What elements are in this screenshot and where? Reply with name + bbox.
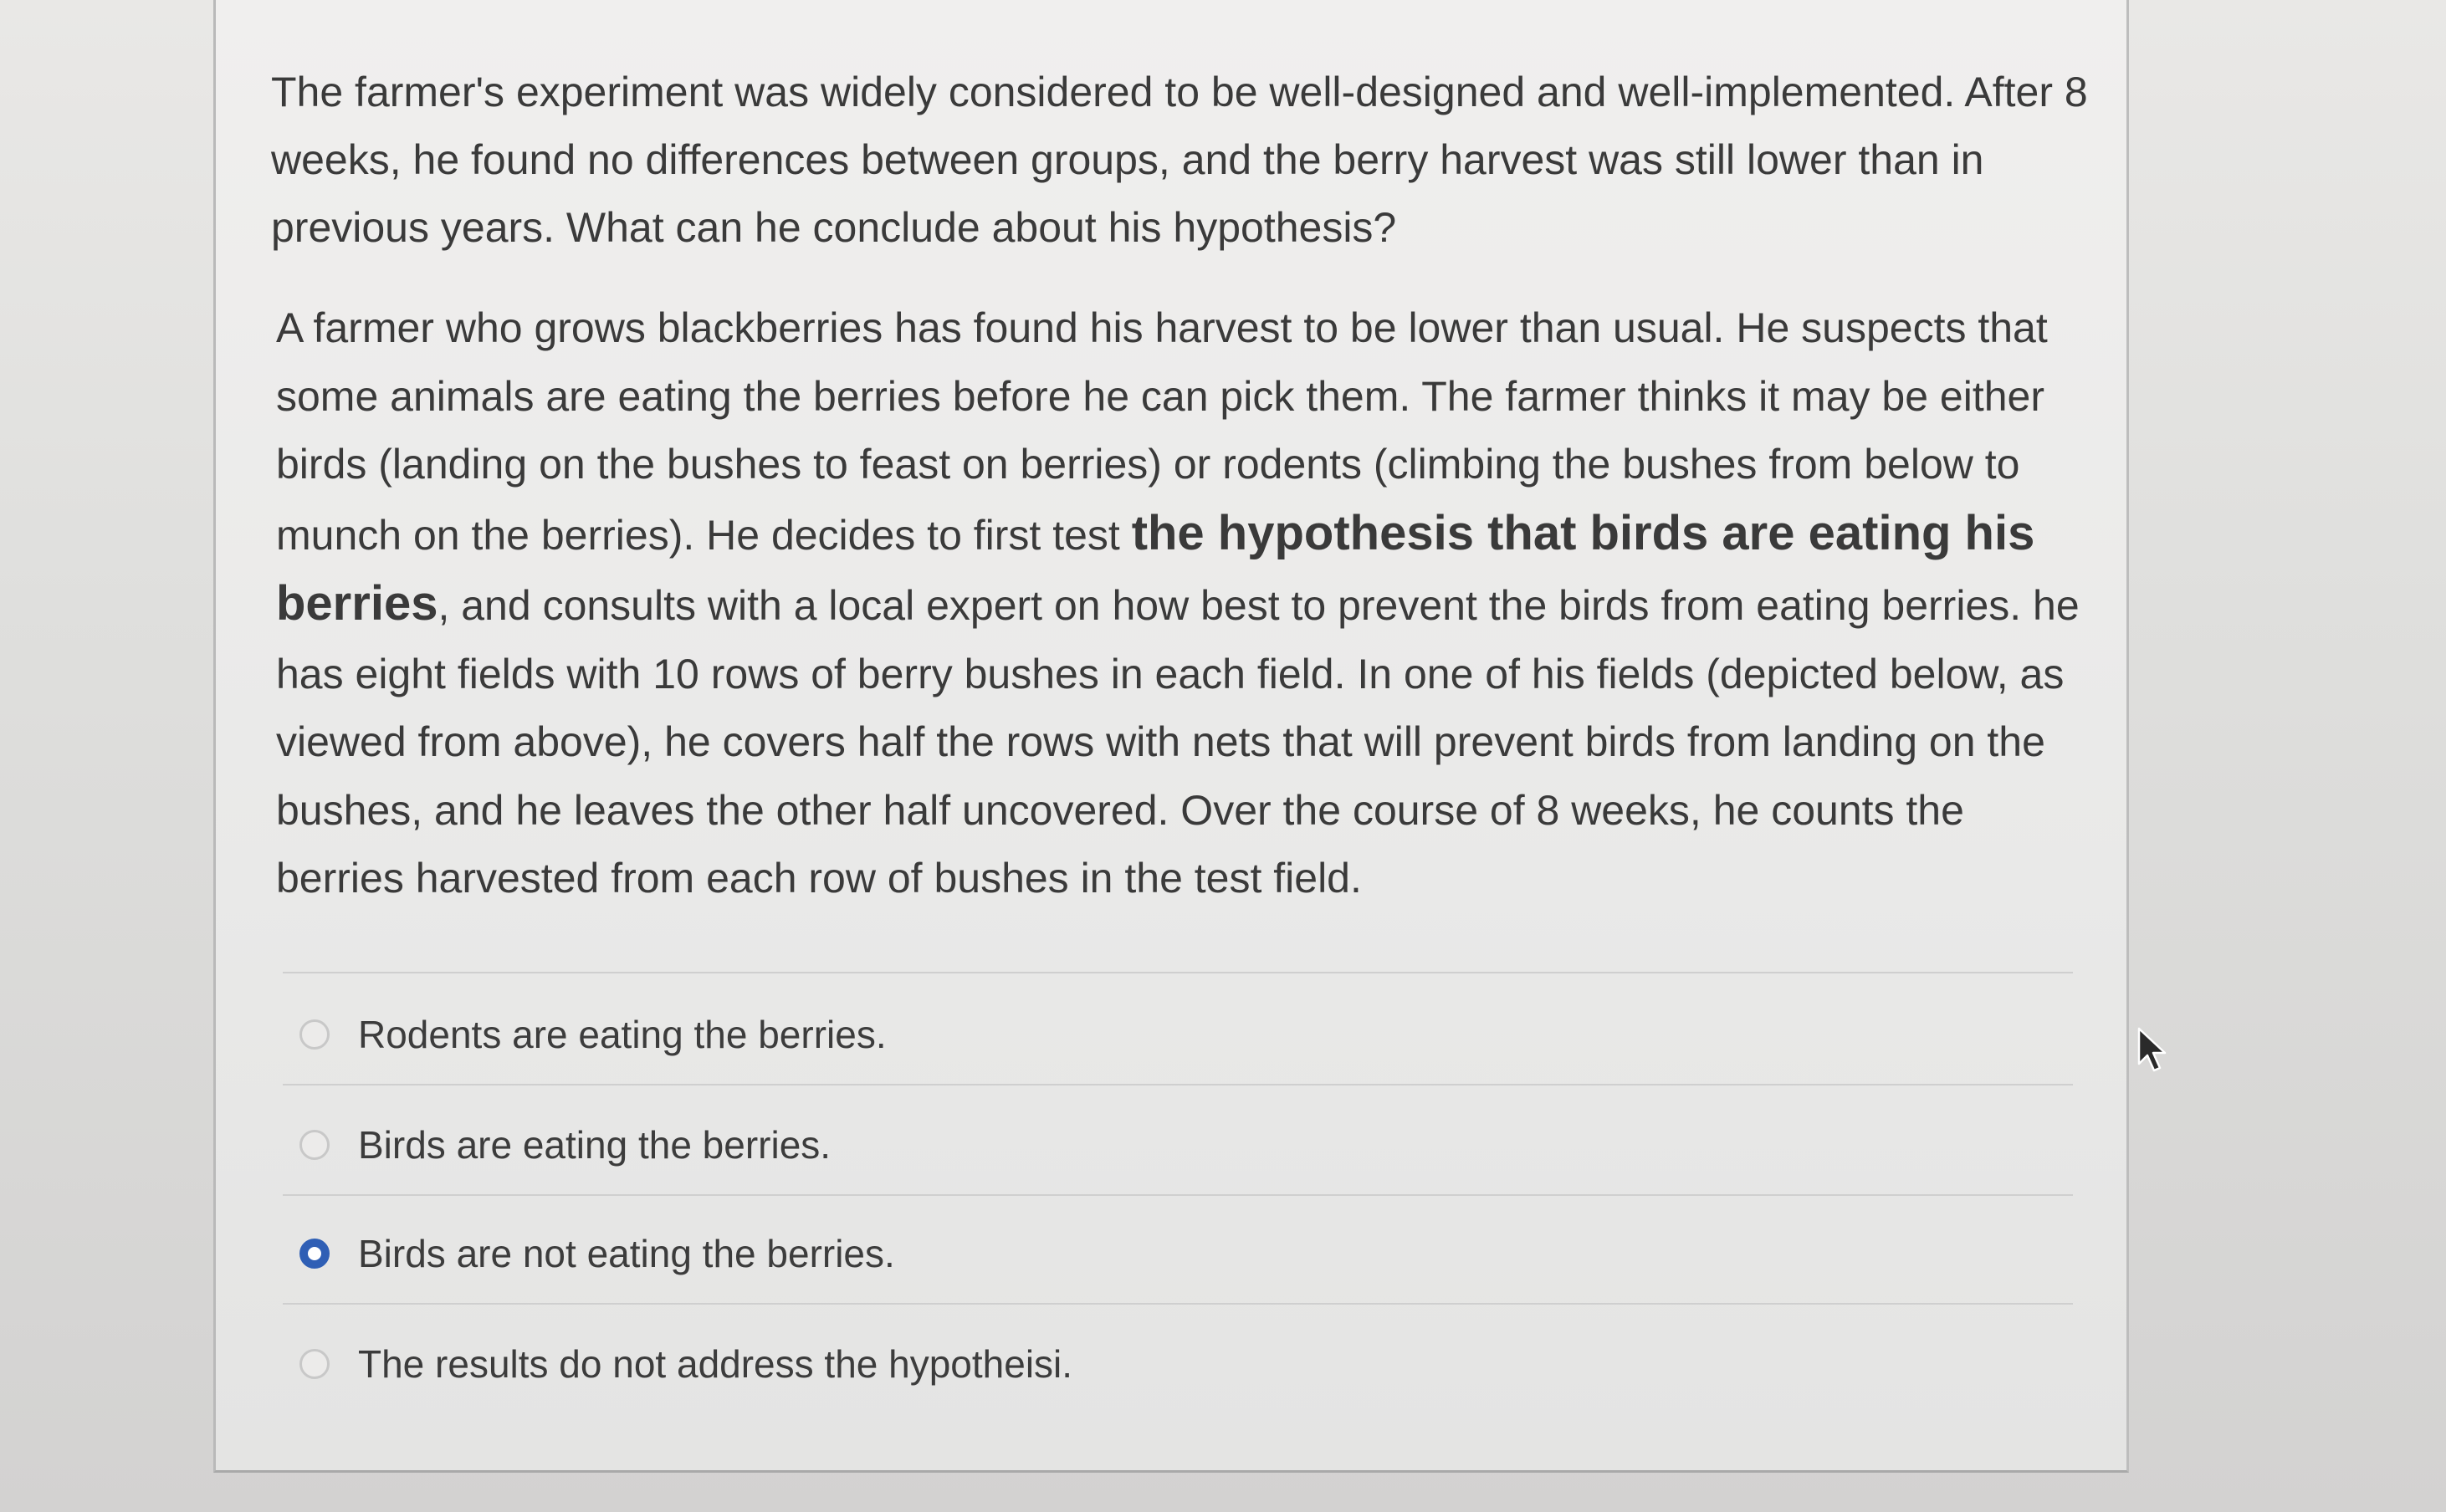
passage-hypothesis-bold: the hypothesis that birds are eating his berries bbox=[276, 505, 2035, 631]
answer-option-label: The results do not address the hypotheisi. bbox=[358, 1342, 1073, 1386]
answer-option-label: Birds are not eating the berries. bbox=[358, 1232, 895, 1275]
radio-button-selected[interactable] bbox=[299, 1239, 330, 1269]
question-card bbox=[213, 0, 2129, 1473]
answer-option-label: Birds are eating the berries. bbox=[358, 1123, 832, 1167]
divider bbox=[283, 1303, 2073, 1305]
answer-option-birds-not-eating[interactable] bbox=[299, 1224, 895, 1283]
radio-button[interactable] bbox=[299, 1130, 330, 1160]
answer-option-label: Rodents are eating the berries. bbox=[358, 1013, 887, 1056]
answer-option-birds-eating[interactable] bbox=[299, 1116, 831, 1174]
radio-button[interactable] bbox=[299, 1019, 330, 1050]
divider bbox=[283, 972, 2073, 973]
question-text: The farmer's experiment was widely considered to be well-designed and well-implemented. After 8 weeks, he found no differences between groups, and the berry harvest was still lower than in previous years. What can he conclude about his hypothesis? bbox=[271, 69, 2088, 251]
divider bbox=[283, 1084, 2073, 1085]
passage-text bbox=[276, 294, 2096, 913]
mouse-pointer-icon bbox=[2137, 1027, 2167, 1074]
passage-text-start: A farmer who grows blackberries has found his harvest to be lower than usual. He suspects that some animals are eating the berries before he can pick them. The farmer thinks it may be either birds (landing on the bushes to feast on berries) or rodents (climbing the bushes from below to munch on the berries). He decides to first test bbox=[276, 304, 2048, 559]
answer-option-results-do-not-address[interactable] bbox=[299, 1335, 1072, 1393]
divider bbox=[283, 1194, 2073, 1196]
passage-text-end: , and consults with a local expert on how best to prevent the birds from eating berries. he has eight fields with 10 rows of berry bushes in each field. In one of his fields (depicted below, as viewed from above), he covers half the rows with nets that will prevent birds from landing on the bushes, and he leaves the other half uncovered. Over the course of 8 weeks, he counts the berries harvested from each row of bushes in the test field. bbox=[276, 582, 2080, 902]
answer-option-rodents[interactable] bbox=[299, 1005, 887, 1064]
radio-button[interactable] bbox=[299, 1349, 330, 1379]
